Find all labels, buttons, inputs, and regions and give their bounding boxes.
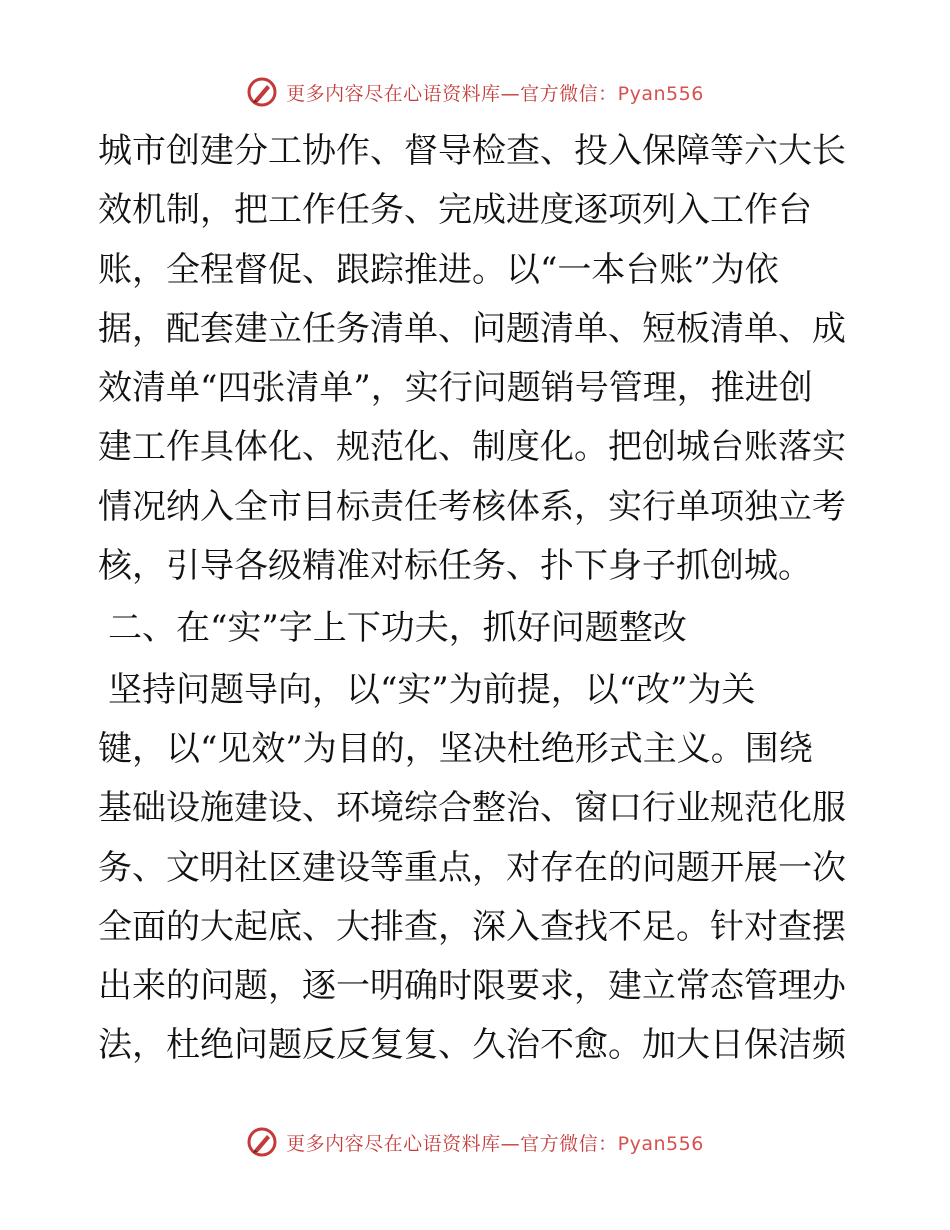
text-line: 基础设施建设、环境综合整治、窗口行业规范化服 [98,788,846,829]
text-line: 坚持问题导向，以“实”为前提，以“改”为关 [108,669,756,710]
section-heading: 二、在“实”字上下功夫，抓好问题整改 [108,608,687,649]
text-line: 城市创建分工协作、督导检查、投入保障等六大长 [98,131,846,171]
text-line: 键，以“见效”为目的，坚决杜绝形式主义。围绕 [98,728,813,769]
wechat-id: Pyan556 [617,82,704,105]
pen-circle-logo-icon [246,76,278,108]
text-line: 情况纳入全市目标责任考核体系，实行单项独立考 [98,486,846,527]
paragraph-2 [98,661,858,1076]
text-line: 法，杜绝问题反反复复、久治不愈。加大日保洁频 [98,1025,846,1066]
wechat-id: Pyan556 [617,1132,704,1155]
paragraph-1 [98,122,858,596]
text-line: 务、文明社区建设等重点，对存在的问题开展一次 [98,847,846,888]
text-line: 据，配套建立任务清单、问题清单、短板清单、成 [98,308,846,349]
text-line: 全面的大起底、大排查，深入查找不足。针对查摆 [98,906,846,947]
footer-watermark [0,1120,950,1164]
text-line: 效清单“四张清单”，实行问题销号管理，推进创 [98,368,813,409]
text-line: 核，引导各级精准对标任务、扑下身子抓创城。 [98,546,812,587]
watermark-text: 更多内容尽在心语资料库—官方微信：Pyan556 [286,1132,704,1155]
text-line: 效机制，把工作任务、完成进度逐项列入工作台 [98,190,812,231]
document-body [98,122,858,1076]
text-line: 账，全程督促、跟踪推进。以“一本台账”为依 [98,249,779,290]
watermark-text: 更多内容尽在心语资料库—官方微信：Pyan556 [286,82,704,105]
text-line: 建工作具体化、规范化、制度化。把创城台账落实 [98,427,846,468]
header-watermark [0,70,950,114]
pen-circle-logo-icon [246,1126,278,1158]
text-line: 出来的问题，逐一明确时限要求，建立常态管理办 [98,966,846,1007]
